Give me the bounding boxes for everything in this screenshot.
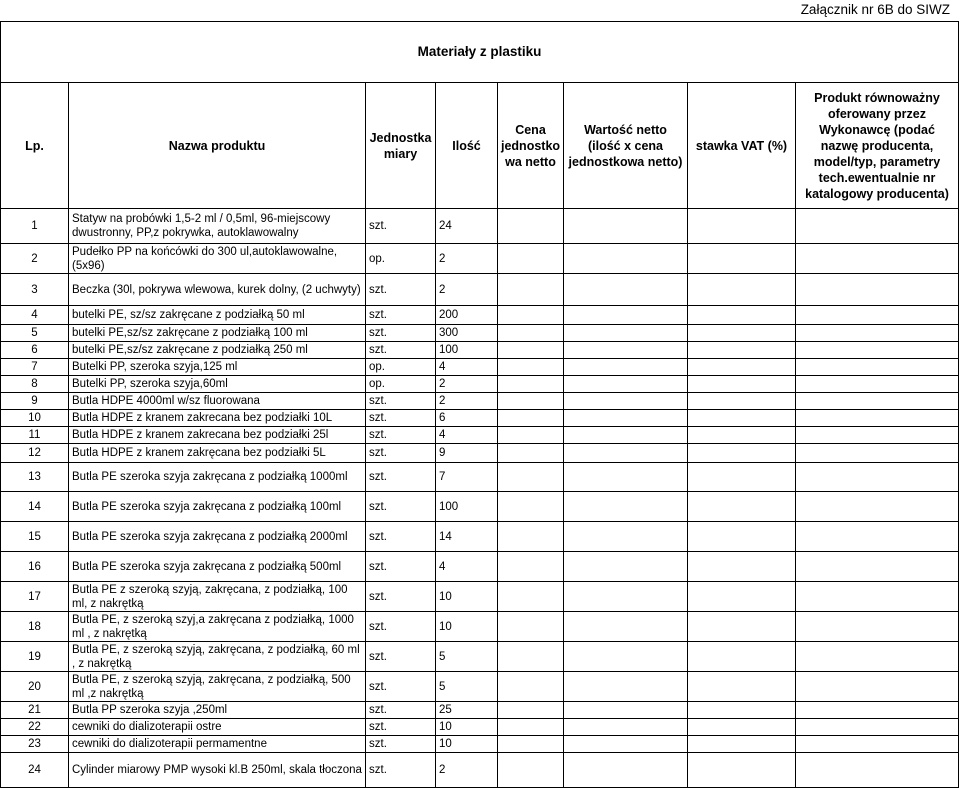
row-vat (688, 719, 796, 736)
row-name: Butla PE szeroka szyja zakręcana z podziałką 2000ml (69, 522, 366, 552)
table-row (1, 376, 959, 393)
row-qty: 200 (436, 306, 498, 325)
row-vat (688, 306, 796, 325)
row-value (564, 410, 688, 427)
row-unit: szt. (366, 342, 436, 359)
table-row (1, 410, 959, 427)
row-equivalent (796, 444, 959, 463)
row-unit: szt. (366, 522, 436, 552)
row-value (564, 427, 688, 444)
row-qty: 10 (436, 612, 498, 642)
row-price (498, 209, 564, 244)
header-vat: stawka VAT (%) (688, 83, 796, 209)
row-price (498, 274, 564, 306)
row-price (498, 359, 564, 376)
row-lp: 4 (1, 306, 69, 325)
row-equivalent (796, 719, 959, 736)
row-value (564, 274, 688, 306)
row-name: cewniki do dializoterapii permamentne (69, 736, 366, 753)
row-name: Statyw na probówki 1,5-2 ml / 0,5ml, 96-miejscowy dwustronny, PP,z pokrywka, autoklawowalny (69, 209, 366, 244)
table-row (1, 342, 959, 359)
row-price (498, 306, 564, 325)
row-price (498, 410, 564, 427)
row-lp: 24 (1, 753, 69, 788)
row-price (498, 342, 564, 359)
row-unit: szt. (366, 719, 436, 736)
row-unit: szt. (366, 463, 436, 492)
row-price (498, 325, 564, 342)
row-price (498, 612, 564, 642)
row-value (564, 244, 688, 274)
header-value: Wartość netto (ilość x cena jednostkowa netto) (564, 83, 688, 209)
table-row (1, 492, 959, 522)
row-unit: op. (366, 376, 436, 393)
table-row (1, 274, 959, 306)
row-vat (688, 552, 796, 582)
row-equivalent (796, 582, 959, 612)
row-equivalent (796, 642, 959, 672)
row-lp: 7 (1, 359, 69, 376)
row-qty: 10 (436, 582, 498, 612)
row-lp: 21 (1, 702, 69, 719)
row-value (564, 342, 688, 359)
table-row (1, 719, 959, 736)
row-lp: 14 (1, 492, 69, 522)
row-lp: 1 (1, 209, 69, 244)
row-name: Butla PE szeroka szyja zakręcana z podziałką 100ml (69, 492, 366, 522)
row-price (498, 427, 564, 444)
row-vat (688, 492, 796, 522)
row-value (564, 444, 688, 463)
row-qty: 2 (436, 376, 498, 393)
row-price (498, 463, 564, 492)
row-price (498, 753, 564, 788)
row-name: Butla PE, z szeroką szyj,a zakręcana z podziałką, 1000 ml , z nakrętką (69, 612, 366, 642)
row-qty: 4 (436, 359, 498, 376)
row-equivalent (796, 209, 959, 244)
row-unit: szt. (366, 492, 436, 522)
row-qty: 2 (436, 753, 498, 788)
row-price (498, 244, 564, 274)
table-row (1, 444, 959, 463)
row-equivalent (796, 463, 959, 492)
table-row (1, 427, 959, 444)
table-row (1, 393, 959, 410)
row-price (498, 672, 564, 702)
row-qty: 2 (436, 393, 498, 410)
row-qty: 10 (436, 719, 498, 736)
header-price: Cena jednostko wa netto (498, 83, 564, 209)
row-name: butelki PE,sz/sz zakręcane z podziałką 100 ml (69, 325, 366, 342)
row-unit: szt. (366, 410, 436, 427)
row-lp: 9 (1, 393, 69, 410)
row-equivalent (796, 522, 959, 552)
row-value (564, 306, 688, 325)
row-vat (688, 274, 796, 306)
row-value (564, 582, 688, 612)
row-equivalent (796, 612, 959, 642)
row-price (498, 393, 564, 410)
row-value (564, 753, 688, 788)
row-equivalent (796, 753, 959, 788)
row-name: Butla PP szeroka szyja ,250ml (69, 702, 366, 719)
header-equivalent: Produkt równoważny oferowany przez Wykonawcę (podać nazwę producenta, model/typ, parametry tech.ewentualnie nr katalogowy producenta) (796, 83, 959, 209)
table-row (1, 359, 959, 376)
table-row (1, 552, 959, 582)
row-lp: 5 (1, 325, 69, 342)
row-vat (688, 582, 796, 612)
header-unit: Jednostka miary (366, 83, 436, 209)
row-value (564, 325, 688, 342)
row-unit: szt. (366, 753, 436, 788)
row-value (564, 376, 688, 393)
row-lp: 11 (1, 427, 69, 444)
row-name: Butla PE, z szeroką szyją, zakręcana, z podziałką, 500 ml ,z nakrętką (69, 672, 366, 702)
row-vat (688, 522, 796, 552)
table-row (1, 753, 959, 788)
row-lp: 19 (1, 642, 69, 672)
row-equivalent (796, 376, 959, 393)
row-unit: op. (366, 359, 436, 376)
row-qty: 2 (436, 244, 498, 274)
row-value (564, 736, 688, 753)
row-qty: 24 (436, 209, 498, 244)
table-row (1, 325, 959, 342)
row-value (564, 702, 688, 719)
row-lp: 16 (1, 552, 69, 582)
row-unit: op. (366, 244, 436, 274)
row-qty: 10 (436, 736, 498, 753)
row-qty: 9 (436, 444, 498, 463)
row-lp: 22 (1, 719, 69, 736)
row-name: Cylinder miarowy PMP wysoki kl.B 250ml, skala tłoczona (69, 753, 366, 788)
row-equivalent (796, 306, 959, 325)
materials-table (0, 21, 959, 788)
row-lp: 13 (1, 463, 69, 492)
annex-label: Załącznik nr 6B do SIWZ (800, 2, 950, 17)
row-value (564, 522, 688, 552)
row-unit: szt. (366, 552, 436, 582)
row-name: butelki PE, sz/sz zakręcane z podziałką 50 ml (69, 306, 366, 325)
row-lp: 17 (1, 582, 69, 612)
table-row (1, 463, 959, 492)
row-equivalent (796, 702, 959, 719)
table-row (1, 642, 959, 672)
row-equivalent (796, 359, 959, 376)
table-row (1, 736, 959, 753)
row-name: Butla PE szeroka szyja zakręcana z podziałką 500ml (69, 552, 366, 582)
row-equivalent (796, 325, 959, 342)
row-unit: szt. (366, 306, 436, 325)
row-vat (688, 736, 796, 753)
row-value (564, 552, 688, 582)
row-equivalent (796, 672, 959, 702)
row-equivalent (796, 492, 959, 522)
row-value (564, 463, 688, 492)
row-lp: 6 (1, 342, 69, 359)
row-name: Butla HDPE z kranem zakrecana bez podziałki 25l (69, 427, 366, 444)
row-vat (688, 612, 796, 642)
row-value (564, 612, 688, 642)
row-vat (688, 342, 796, 359)
row-vat (688, 359, 796, 376)
header-row (1, 83, 959, 209)
row-lp: 15 (1, 522, 69, 552)
row-name: Butelki PP, szeroka szyja,60ml (69, 376, 366, 393)
row-price (498, 642, 564, 672)
row-vat (688, 427, 796, 444)
row-qty: 5 (436, 672, 498, 702)
row-unit: szt. (366, 736, 436, 753)
row-qty: 6 (436, 410, 498, 427)
row-price (498, 582, 564, 612)
table-row (1, 702, 959, 719)
row-price (498, 552, 564, 582)
row-lp: 18 (1, 612, 69, 642)
row-unit: szt. (366, 642, 436, 672)
row-name: Butla PE z szeroką szyją, zakręcana, z podziałką, 100 ml, z nakrętką (69, 582, 366, 612)
row-qty: 300 (436, 325, 498, 342)
table-row (1, 582, 959, 612)
row-name: butelki PE,sz/sz zakręcane z podziałką 250 ml (69, 342, 366, 359)
row-lp: 3 (1, 274, 69, 306)
row-name: Beczka (30l, pokrywa wlewowa, kurek dolny, (2 uchwyty) (69, 274, 366, 306)
row-qty: 4 (436, 552, 498, 582)
header-name: Nazwa produktu (69, 83, 366, 209)
row-value (564, 642, 688, 672)
row-lp: 20 (1, 672, 69, 702)
row-qty: 7 (436, 463, 498, 492)
row-vat (688, 209, 796, 244)
row-price (498, 522, 564, 552)
row-vat (688, 463, 796, 492)
row-unit: szt. (366, 209, 436, 244)
table-row (1, 672, 959, 702)
row-lp: 10 (1, 410, 69, 427)
row-name: Butelki PP, szeroka szyja,125 ml (69, 359, 366, 376)
row-unit: szt. (366, 582, 436, 612)
row-lp: 23 (1, 736, 69, 753)
row-name: Butla HDPE 4000ml w/sz fluorowana (69, 393, 366, 410)
row-vat (688, 702, 796, 719)
row-vat (688, 244, 796, 274)
row-price (498, 444, 564, 463)
row-equivalent (796, 552, 959, 582)
row-qty: 4 (436, 427, 498, 444)
row-vat (688, 672, 796, 702)
header-qty: Ilość (436, 83, 498, 209)
row-name: cewniki do dializoterapii ostre (69, 719, 366, 736)
row-vat (688, 642, 796, 672)
row-value (564, 209, 688, 244)
row-equivalent (796, 393, 959, 410)
row-name: Butla PE szeroka szyja zakręcana z podziałką 1000ml (69, 463, 366, 492)
row-equivalent (796, 342, 959, 359)
table-title: Materiały z plastiku (1, 22, 959, 83)
row-lp: 12 (1, 444, 69, 463)
row-qty: 25 (436, 702, 498, 719)
row-name: Butla PE, z szeroką szyją, zakręcana, z podziałką, 60 ml , z nakrętką (69, 642, 366, 672)
row-qty: 100 (436, 492, 498, 522)
row-equivalent (796, 427, 959, 444)
row-equivalent (796, 736, 959, 753)
row-value (564, 672, 688, 702)
table-row (1, 612, 959, 642)
row-name: Butla HDPE z kranem zakręcana bez podziałki 5L (69, 444, 366, 463)
row-value (564, 359, 688, 376)
row-vat (688, 393, 796, 410)
table-row (1, 244, 959, 274)
header-lp: Lp. (1, 83, 69, 209)
row-vat (688, 444, 796, 463)
row-unit: szt. (366, 393, 436, 410)
table-row (1, 209, 959, 244)
row-unit: szt. (366, 427, 436, 444)
row-unit: szt. (366, 444, 436, 463)
row-lp: 8 (1, 376, 69, 393)
row-lp: 2 (1, 244, 69, 274)
row-unit: szt. (366, 612, 436, 642)
row-vat (688, 325, 796, 342)
table-row (1, 522, 959, 552)
row-value (564, 492, 688, 522)
row-price (498, 492, 564, 522)
row-unit: szt. (366, 672, 436, 702)
row-value (564, 393, 688, 410)
row-qty: 14 (436, 522, 498, 552)
row-vat (688, 376, 796, 393)
row-unit: szt. (366, 325, 436, 342)
row-value (564, 719, 688, 736)
row-equivalent (796, 274, 959, 306)
row-price (498, 702, 564, 719)
row-vat (688, 410, 796, 427)
row-equivalent (796, 244, 959, 274)
row-price (498, 736, 564, 753)
row-vat (688, 753, 796, 788)
row-price (498, 376, 564, 393)
row-name: Butla HDPE z kranem zakrecana bez podziałki 10L (69, 410, 366, 427)
row-unit: szt. (366, 274, 436, 306)
row-qty: 2 (436, 274, 498, 306)
row-price (498, 719, 564, 736)
table-row (1, 306, 959, 325)
row-equivalent (796, 410, 959, 427)
row-qty: 100 (436, 342, 498, 359)
row-unit: szt. (366, 702, 436, 719)
row-name: Pudełko PP na końcówki do 300 ul,autoklawowalne, (5x96) (69, 244, 366, 274)
row-qty: 5 (436, 642, 498, 672)
